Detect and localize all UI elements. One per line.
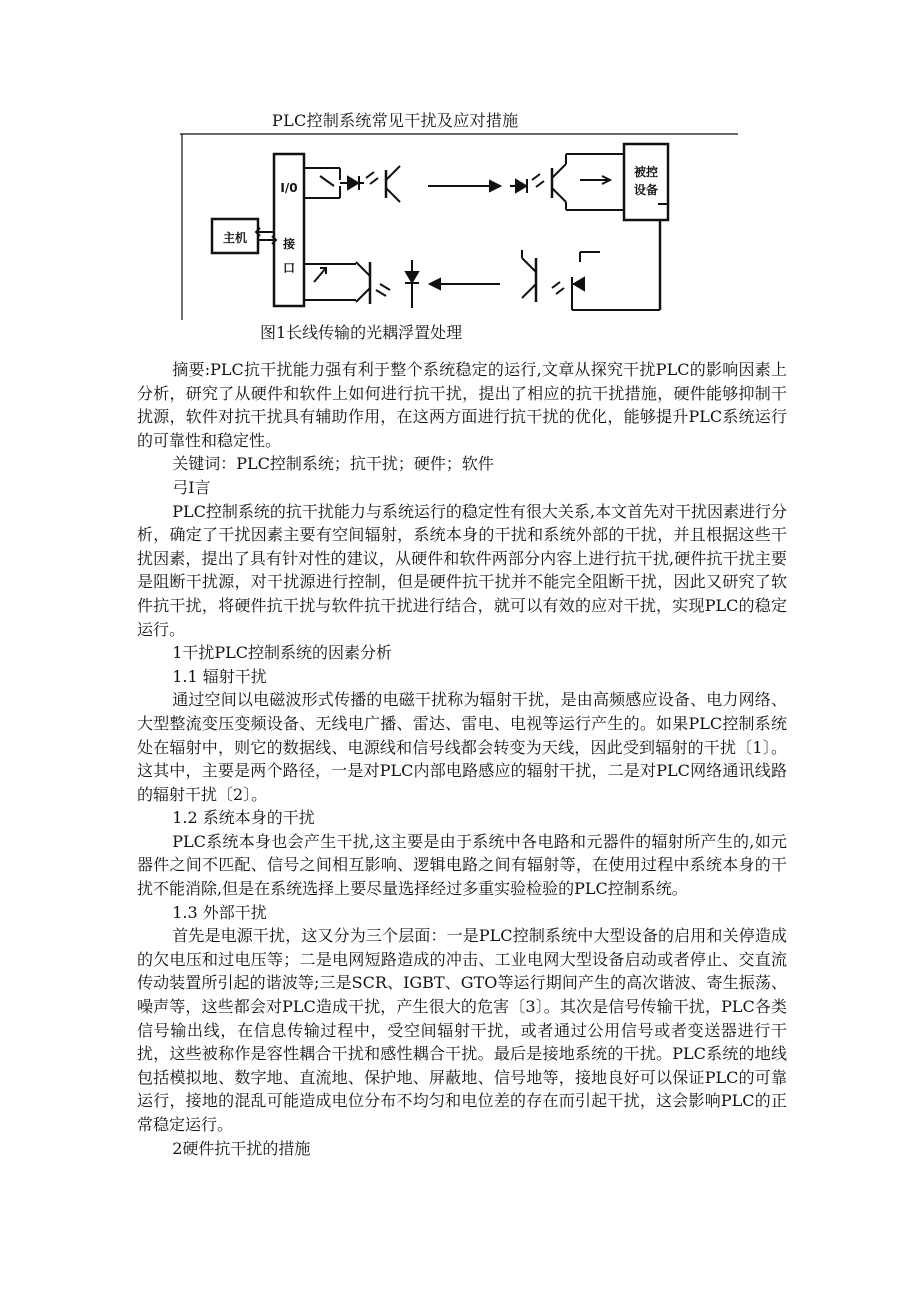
section-2-heading: 2硬件抗干扰的措施 — [172, 1138, 311, 1158]
io-label: I/0 — [280, 181, 298, 195]
section-1-2-heading: 1.2 系统本身的干扰 — [172, 808, 315, 828]
section-1-2-paragraph: PLC系统本身也会产生干扰,这主要是由于系统中各电路和元器件的辐射所产生的,如元器件之间不匹配、信号之间相互影响、逻辑电路之间有辐射等，在使用过程中系统本身的干扰不能消除,但是在系统选择上要尽量选择经过多重实验检验的PLC控制系统。 — [137, 831, 787, 899]
interface-label-2: 口 — [282, 261, 296, 275]
io-interface-box — [274, 154, 304, 306]
document-title: PLC控制系统常见干扰及应对措施 — [272, 111, 519, 130]
section-1-3-heading: 1.3 外部干扰 — [172, 902, 267, 922]
interface-label-1: 接 — [282, 237, 296, 251]
section-1-1-paragraph: 通过空间以电磁波形式传播的电磁干扰称为辐射干扰，是由高频感应设备、电力网络、大型整流变压变频设备、无线电广播、雷达、雷电、电视等运行产生的。如果PLC控制系统处在辐射中，则它的数据线、电源线和信号线都会转变为天线，因此受到辐射的干扰〔1〕。这其中，主要是两个路径，一是对PLC内部电路感应的辐射干扰，二是对PLC网络通讯线路的辐射干扰〔2〕。 — [137, 690, 787, 804]
optocoupler-figure — [180, 132, 740, 322]
led-1 — [348, 177, 358, 189]
abstract-paragraph: 摘要:PLC抗干扰能力强有利于整个系统稳定的运行,文章从探究干扰PLC的影响因素上分析，研究了从硬件和软件上如何进行抗干扰，提出了相应的抗干扰措施，硬件能够抑制干扰源，软件对抗干扰具有辅助作用，在这两方面进行抗干扰的优化，能够提升PLC系统运行的可靠性和稳定性。 — [137, 360, 787, 450]
device-label-1: 被控 — [633, 165, 659, 179]
article-body — [137, 358, 787, 1160]
device-label-2: 设备 — [633, 183, 659, 197]
section-1-1-heading: 1.1 辐射干扰 — [172, 666, 267, 686]
led-2 — [516, 180, 526, 192]
intro-paragraph: PLC控制系统的抗干扰能力与系统运行的稳定性有很大关系,本文首先对干扰因素进行分析，确定了干扰因素主要有空间辐射，系统本身的干扰和系统外部的干扰，并且根据这些干扰因素，提出了具有针对性的建议，从硬件和软件两部分内容上进行抗干扰,硬件抗干扰主要是阻断干扰源，对干扰源进行控制，但是硬件抗干扰并不能完全阻断干扰，因此又研究了软件抗干扰，将硬件抗干扰与软件抗干扰进行结合，就可以有效的应对干扰，实现PLC的稳定运行。 — [137, 501, 787, 639]
intro-heading: 弓I言 — [172, 477, 211, 497]
optocoupler-circuit-diagram — [180, 132, 740, 322]
diode-1 — [406, 272, 418, 282]
host-label: 主机 — [222, 231, 248, 245]
section-1-3-paragraph: 首先是电源干扰，这又分为三个层面：一是PLC控制系统中大型设备的启用和关停造成的欠电压和过电压等；二是电网短路造成的冲击、工业电网大型设备启动或者停止、交直流传动装置所引起的谐波等;三是SCR、IGBT、GTO等运行期间产生的高次谐波、寄生振荡、噪声等，这些都会对PLC造成干扰，产生很大的危害〔3〕。其次是信号传输干扰，PLC各类信号输出线，在信息传输过程中，受空间辐射干扰，或者通过公用信号或者变送器进行干扰，这些被称作是容性耦合干扰和感性耦合干扰。最后是接地系统的干扰。PLC系统的地线包括模拟地、数字地、直流地、保护地、屏蔽地、信号地等，接地良好可以保证PLC的可靠运行，接地的混乱可能造成电位分布不均匀和电位差的存在而引起干扰，这会影响PLC的正常稳定运行。 — [137, 926, 787, 1134]
keywords-line: 关键词：PLC控制系统；抗干扰；硬件；软件 — [172, 454, 494, 474]
controlled-device-box — [624, 144, 668, 220]
figure-caption: 图1长线传输的光耦浮置处理 — [260, 323, 463, 342]
section-1-heading: 1干扰PLC控制系统的因素分析 — [172, 643, 393, 663]
led-3 — [574, 278, 584, 290]
